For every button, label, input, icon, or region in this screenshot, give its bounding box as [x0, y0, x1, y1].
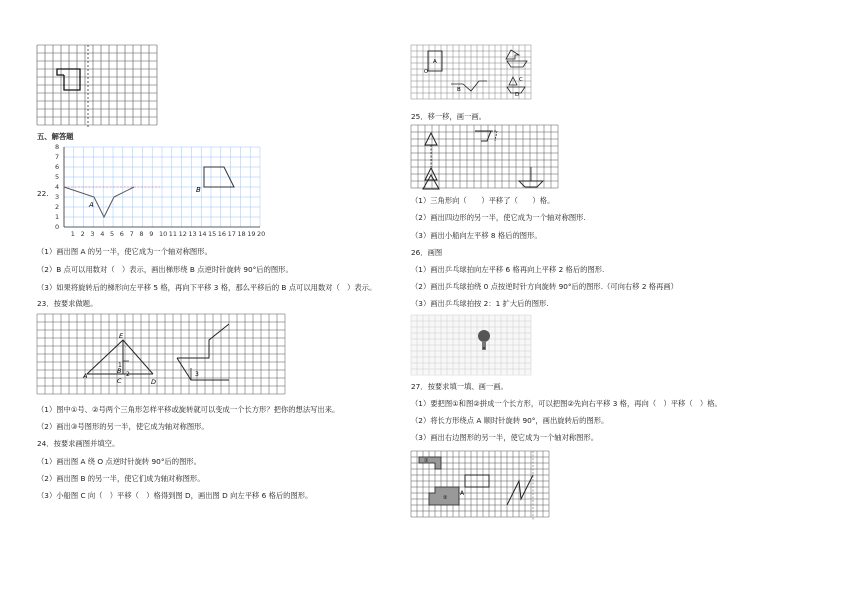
q26-line-2: （2）画出乒乓球拍绕 0 点按逆时针方向旋转 90°后的图形.（可向右移 2 格再画） — [411, 282, 678, 291]
q24-line-2: （2）画出图 B 的另一半，使它们成为轴对称图形。 — [37, 474, 205, 483]
section-title: 五、解答题 — [37, 132, 74, 141]
q23-title: 23．按要求做题。 — [37, 299, 98, 308]
x-tick-label: 20 — [257, 230, 266, 238]
x-tick-label: 5 — [110, 230, 115, 238]
q27-line-2: （2）将长方形绕点 A 顺时针旋转 90°，画出旋转后的图形。 — [411, 416, 609, 425]
q24-line-1: （1）画出图 A 绕 O 点逆时针旋转 90°后的图形。 — [37, 457, 201, 466]
svg-text:E: E — [119, 332, 124, 340]
svg-text:2: 2 — [126, 371, 130, 378]
x-tick-label: 10 — [159, 230, 168, 238]
x-tick-label: 9 — [149, 230, 154, 238]
x-tick-label: 8 — [139, 230, 144, 238]
y-tick-label: 8 — [55, 143, 60, 151]
x-tick-label: 18 — [237, 230, 246, 238]
y-tick-label: 4 — [55, 183, 60, 191]
svg-text:3: 3 — [195, 371, 199, 378]
x-tick-label: 15 — [208, 230, 217, 238]
q27-line-3: （3）画出右边图形的另一半，使它成为一个轴对称图形。 — [411, 433, 599, 442]
x-tick-label: 19 — [247, 230, 256, 238]
y-tick-label: 6 — [55, 163, 60, 171]
figure-q26-grid — [411, 315, 531, 374]
q23-line-1: （1）图中①号、②号两个三角形怎样平移或旋转就可以变成一个长方形？把你的想法写出来。 — [37, 405, 340, 414]
svg-text:O: O — [424, 69, 428, 75]
svg-text:①: ① — [424, 458, 429, 464]
x-tick-label: 1 — [70, 230, 75, 238]
y-tick-label: 3 — [55, 193, 60, 201]
svg-text:D: D — [515, 92, 520, 98]
x-tick-label: 14 — [198, 230, 207, 238]
q22-label-b: B — [196, 186, 201, 194]
q25-line-1: （1）三角形向（ ）平移了（ ）格。 — [411, 196, 555, 205]
y-tick-label: 0 — [55, 223, 60, 231]
q25-line-2: （2）画出四边形的另一半，使它成为一个轴对称图形. — [411, 213, 586, 222]
q26-title: 26．画图 — [411, 248, 443, 257]
svg-text:D: D — [151, 378, 157, 386]
q22-number: 22. — [37, 189, 49, 198]
x-tick-label: 13 — [188, 230, 197, 238]
figure-q21-grid — [37, 45, 157, 127]
q22-line-2: （2）B 点可以用数对（ ）表示，画出梯形绕 B 点逆时针旋转 90°后的图形。 — [37, 265, 293, 274]
q26-line-3: （3）画出乒乓球拍按 2：1 扩大后的图形. — [411, 299, 549, 308]
q27-title: 27．按要求填一填、画一画。 — [411, 382, 508, 391]
x-tick-label: 3 — [90, 230, 95, 238]
figure-q27-grid — [411, 451, 551, 521]
x-tick-label: 16 — [217, 230, 227, 238]
q24-title: 24．按要求画图并填空。 — [37, 439, 120, 448]
svg-text:A: A — [83, 372, 88, 380]
svg-text:B: B — [457, 87, 461, 93]
y-tick-label: 1 — [55, 213, 60, 221]
figure-q25-grid — [411, 125, 561, 192]
q24-line-3: （3）小船图 C 向（ ）平移（ ）格得到图 D，画出图 D 向左平移 6 格后的图形。 — [37, 491, 313, 500]
q23-line-2: （2）画出③号图形的另一半，使它成为轴对称图形。 — [37, 422, 209, 431]
q25-line-3: （3）画出小船向左平移 8 格后的图形。 — [411, 231, 542, 240]
svg-text:②: ② — [443, 495, 448, 501]
svg-text:C: C — [519, 77, 523, 83]
svg-text:A: A — [460, 490, 465, 497]
svg-text:1: 1 — [118, 362, 122, 369]
q22-line-1: （1）画出图 A 的另一半，使它成为一个轴对称图形。 — [37, 247, 212, 256]
q27-line-1: （1）要把图①和图②拼成一个长方形，可以把图②先向右平移 3 格，再向（ ）平移（ ）格。 — [411, 399, 722, 408]
y-tick-label: 2 — [55, 203, 60, 211]
svg-text:C: C — [117, 377, 122, 385]
x-tick-label: 11 — [168, 230, 178, 238]
q25-title: 25．移一移，画一画。 — [411, 112, 486, 121]
x-tick-label: 2 — [80, 230, 85, 238]
y-tick-label: 5 — [55, 173, 60, 181]
q26-line-1: （1）画出乒乓球拍向左平移 6 格再向上平移 2 格后的图形. — [411, 265, 605, 274]
figure-q23-grid — [37, 314, 285, 396]
x-tick-label: 6 — [119, 230, 124, 238]
q22-label-a: A — [89, 201, 94, 209]
figure-q22-coordinate-grid — [45, 143, 265, 238]
x-tick-label: 4 — [100, 230, 105, 238]
q22-line-3: （3）如果将旋转后的梯形向左平移 5 格，再向下平移 3 格，那么平移后的 B 点可以用数对（ ）表示。 — [37, 283, 377, 292]
x-tick-label: 7 — [129, 230, 134, 238]
x-tick-label: 17 — [227, 230, 236, 238]
figure-q24-grid — [411, 45, 533, 103]
svg-text:A: A — [433, 59, 437, 65]
x-tick-label: 12 — [178, 230, 187, 238]
y-tick-label: 7 — [55, 153, 60, 161]
svg-text:B: B — [117, 367, 122, 375]
